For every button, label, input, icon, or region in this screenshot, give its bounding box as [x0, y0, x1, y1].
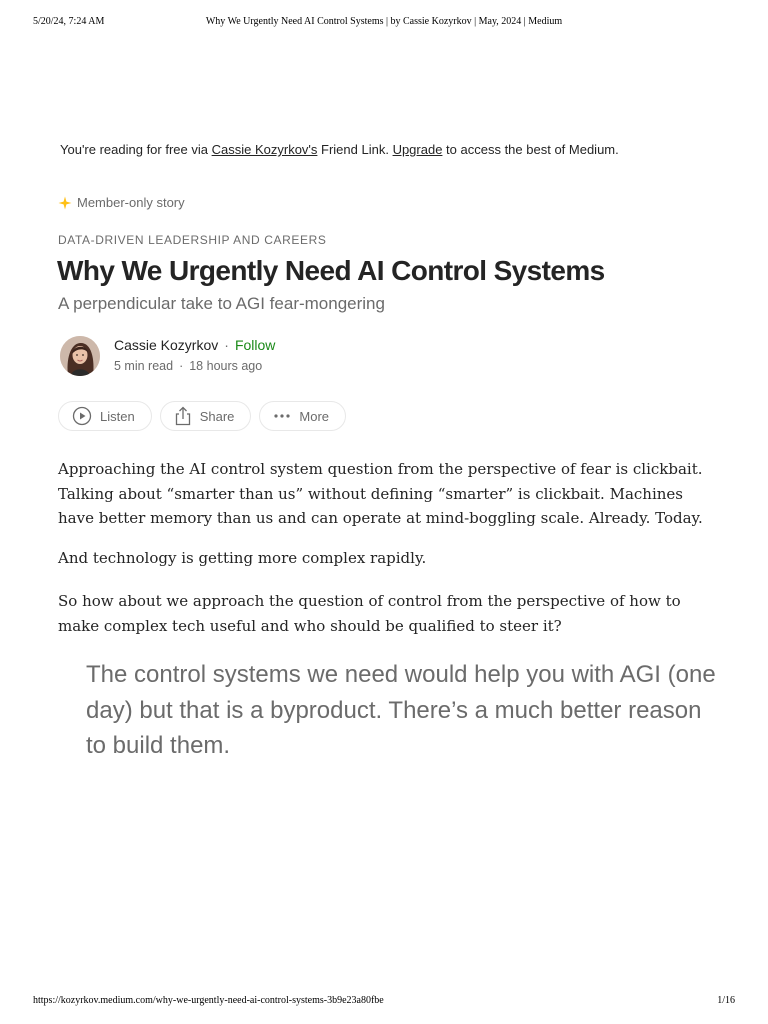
member-only-label: Member-only story — [77, 195, 185, 210]
pull-quote: The control systems we need would help you with AGI (one day) but that is a byproduct. There’s a much better reason to build them. — [86, 661, 716, 759]
more-dots-icon — [273, 406, 291, 426]
print-datetime: 5/20/24, 7:24 AM — [33, 16, 105, 27]
article-paragraph: Approaching the AI control system question from the perspective of fear is clickbait. Talking about “smarter than us” without defining “smarter” is clickbait. Machines have better memory than us and can operate at mind-boggling scale. Already. Today. — [58, 460, 703, 527]
member-only-badge — [58, 195, 185, 210]
more-label: More — [299, 408, 330, 424]
listen-button[interactable] — [58, 401, 152, 431]
play-icon — [72, 406, 92, 426]
author-name-row — [114, 337, 275, 353]
banner-mid: Friend Link. — [317, 142, 393, 157]
article-title: Why We Urgently Need AI Control Systems — [57, 255, 605, 286]
share-button[interactable] — [160, 401, 252, 431]
author-photo — [60, 336, 100, 376]
article-subtitle: A perpendicular take to AGI fear-mongering — [58, 294, 385, 313]
posted-time: 18 hours ago — [189, 359, 263, 373]
author-friend-link[interactable]: Cassie Kozyrkov's — [211, 142, 318, 157]
separator-dot: · — [224, 337, 229, 353]
article-paragraph: So how about we approach the question of control from the perspective of how to make complex tech useful and who should be qualified to steer it? — [58, 592, 681, 635]
share-label: Share — [199, 408, 235, 424]
print-header — [33, 16, 735, 30]
share-icon — [174, 406, 192, 426]
follow-button[interactable]: Follow — [234, 337, 276, 353]
article-meta — [114, 359, 262, 373]
upgrade-link[interactable]: Upgrade — [392, 142, 443, 157]
star-icon — [58, 196, 72, 210]
article-action-bar — [58, 401, 354, 433]
print-doc-title: Why We Urgently Need AI Control Systems | by Cassie Kozyrkov | May, 2024 | Medium — [205, 16, 563, 27]
banner-suffix: to access the best of Medium. — [442, 142, 619, 157]
print-page-number: 1/16 — [717, 995, 735, 1006]
more-button[interactable] — [259, 401, 346, 431]
print-url: https://kozyrkov.medium.com/why-we-urgently-need-ai-control-systems-3b9e23a80fbe — [33, 995, 384, 1006]
friend-link-banner — [60, 142, 619, 157]
separator-dot: · — [179, 359, 184, 373]
publication-kicker[interactable]: DATA-DRIVEN LEADERSHIP AND CAREERS — [58, 233, 327, 247]
author-name[interactable]: Cassie Kozyrkov — [114, 337, 219, 353]
read-time: 5 min read — [114, 359, 174, 373]
listen-label: Listen — [100, 408, 135, 424]
author-avatar[interactable] — [60, 336, 100, 376]
banner-prefix: You're reading for free via — [60, 142, 212, 157]
print-footer — [33, 995, 735, 1009]
article-paragraph: And technology is getting more complex rapidly. — [58, 549, 427, 567]
